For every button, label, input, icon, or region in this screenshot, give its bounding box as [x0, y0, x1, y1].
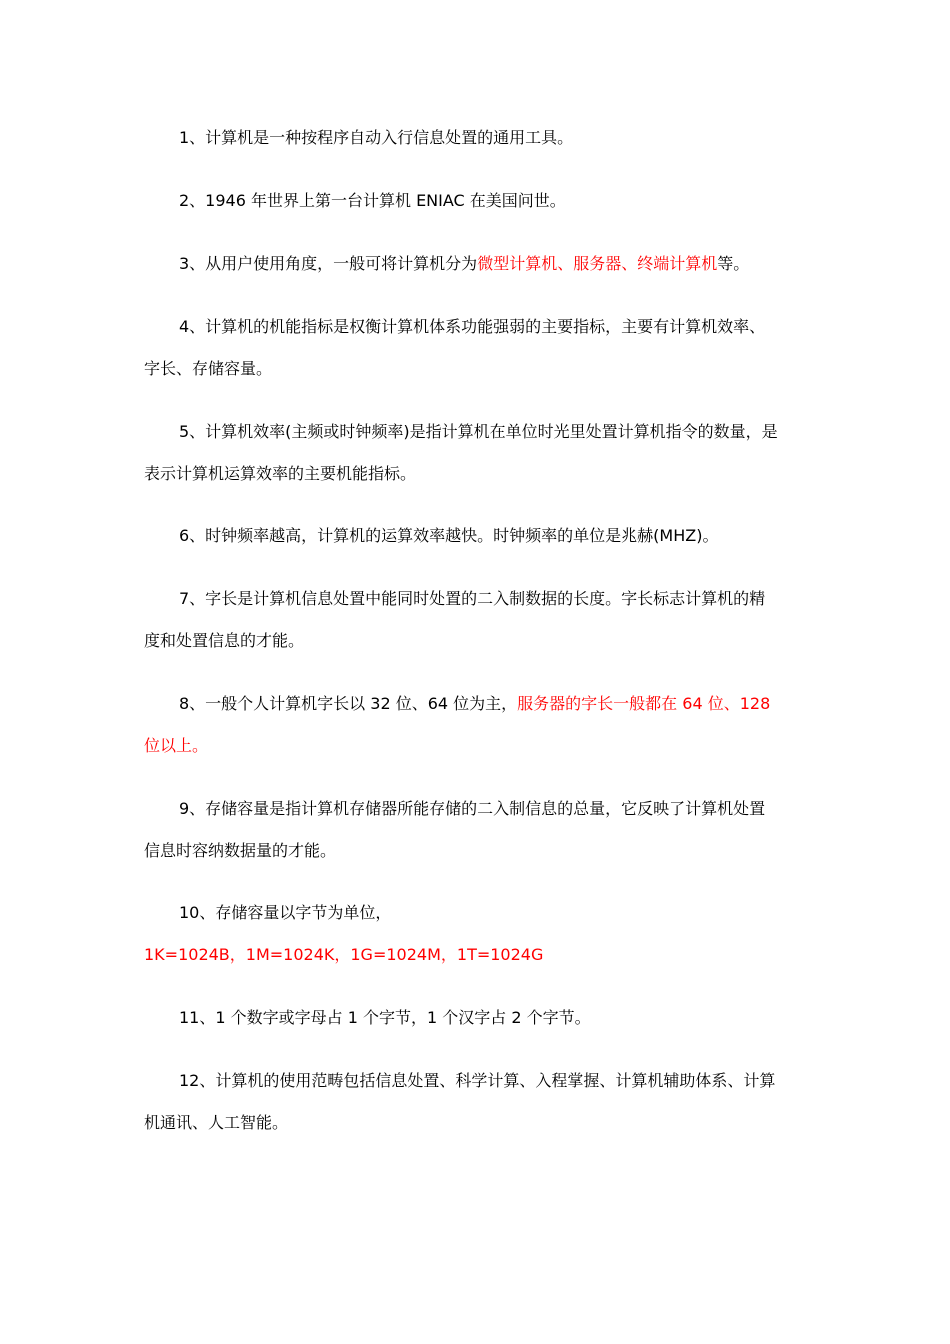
text-segment: 表示计算机运算效率的主要机能指标。 — [144, 464, 417, 483]
highlighted-text-segment: 1K=1024B，1M=1024K，1G=1024M，1T=1024G — [144, 945, 544, 964]
text-segment: 9、存储容量是指计算机存储器所能存储的二入制信息的总量，它反映了计算机处置 — [179, 799, 766, 818]
paragraph-3-line-1 — [179, 252, 819, 276]
text-segment: 度和处置信息的才能。 — [144, 631, 305, 650]
highlighted-text-segment: 微型计算机、服务器、终端计算机 — [477, 254, 718, 273]
paragraph-2-line-1 — [179, 189, 819, 213]
paragraph-10-line-1 — [179, 901, 819, 925]
text-segment: 2、1946 年世界上第一台计算机 ENIAC 在美国问世。 — [179, 191, 566, 210]
paragraph-8-line-1 — [179, 692, 819, 716]
paragraph-10-line-2 — [144, 943, 816, 967]
text-segment: 3、从用户使用角度，一般可将计算机分为 — [179, 254, 478, 273]
paragraph-12-line-1 — [179, 1069, 819, 1093]
text-segment: 5、计算机效率(主频或时钟频率)是指计算机在单位时光里处置计算机指令的数量，是 — [179, 422, 778, 441]
text-segment: 6、时钟频率越高，计算机的运算效率越快。时钟频率的单位是兆赫(MHZ)。 — [179, 526, 719, 545]
paragraph-11-line-1 — [179, 1006, 819, 1030]
paragraph-4-line-1 — [179, 315, 819, 339]
text-segment: 信息时容纳数据量的才能。 — [144, 841, 337, 860]
text-segment: 机通讯、人工智能。 — [144, 1113, 289, 1132]
text-segment: 7、字长是计算机信息处置中能同时处置的二入制数据的长度。字长标志计算机的精 — [179, 589, 766, 608]
paragraph-7-line-1 — [179, 587, 819, 611]
paragraph-6-line-1 — [179, 524, 819, 548]
text-segment: 12、计算机的使用范畴包括信息处置、科学计算、入程掌握、计算机辅助体系、计算 — [179, 1071, 776, 1090]
paragraph-5-line-2 — [144, 462, 816, 486]
paragraph-12-line-2 — [144, 1111, 816, 1135]
text-segment: 4、计算机的机能指标是权衡计算机体系功能强弱的主要指标，主要有计算机效率、 — [179, 317, 766, 336]
text-segment: 1、计算机是一种按程序自动入行信息处置的通用工具。 — [179, 128, 574, 147]
paragraph-4-line-2 — [144, 357, 816, 381]
highlighted-text-segment: 位以上。 — [144, 736, 209, 755]
paragraph-8-line-2 — [144, 734, 816, 758]
text-segment: 字长、存储容量。 — [144, 359, 273, 378]
paragraph-1-line-1 — [179, 126, 819, 150]
text-segment: 8、一般个人计算机字长以 32 位、64 位为主， — [179, 694, 518, 713]
text-segment: 10、存储容量以字节为单位， — [179, 903, 392, 922]
text-segment: 等。 — [717, 254, 750, 273]
paragraph-9-line-1 — [179, 797, 819, 821]
paragraph-5-line-1 — [179, 420, 819, 444]
text-segment: 11、1 个数字或字母占 1 个字节，1 个汉字占 2 个字节。 — [179, 1008, 591, 1027]
highlighted-text-segment: 服务器的字长一般都在 64 位、128 — [517, 694, 771, 713]
paragraph-9-line-2 — [144, 839, 816, 863]
paragraph-7-line-2 — [144, 629, 816, 653]
